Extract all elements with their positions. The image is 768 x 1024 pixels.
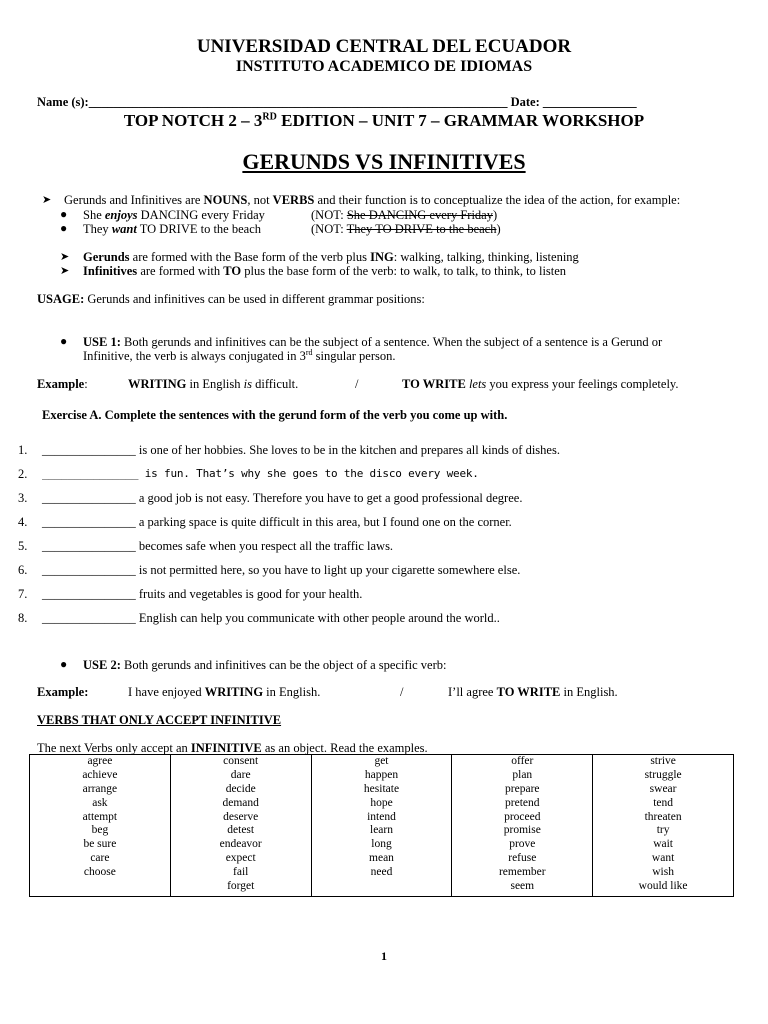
exercise-sentence[interactable]: _______________ is fun. That’s why she goes to the disco every week.	[42, 467, 479, 480]
exercise-item	[0, 587, 768, 603]
verb-cell: seem	[510, 880, 535, 893]
verb-cell: agree	[87, 755, 113, 767]
date-label: Date:	[510, 95, 540, 109]
use2-text: USE 2: Both gerunds and infinitives can be the object of a specific verb:	[83, 658, 447, 672]
usage-line: USAGE: Gerunds and infinitives can be used in different grammar positions:	[37, 292, 425, 306]
verb-cell: detest	[227, 824, 255, 837]
example-dancing: She enjoys DANCING every Friday	[83, 208, 265, 222]
verb-cell: care	[90, 852, 110, 865]
verb-cell: decide	[225, 782, 256, 795]
gerunds-definition: Gerunds are formed with the Base form of the verb plus ING: walking, talking, thinking, listening	[83, 250, 579, 264]
bullet-dot-icon: ●	[60, 657, 68, 671]
bullet-dot-icon: ●	[60, 221, 68, 235]
verb-cell: demand	[222, 796, 259, 809]
workshop-title: TOP NOTCH 2 – 3RD EDITION – UNIT 7 – GRAMMAR WORKSHOP	[123, 111, 645, 130]
verb-cell: promise	[503, 824, 541, 837]
verb-cell: remember	[498, 866, 546, 879]
arrow-bullet-icon: ➤	[60, 251, 70, 263]
arrow-bullet-icon: ➤	[42, 194, 52, 206]
verb-cell: want	[651, 852, 675, 865]
exercise-number: 5.	[18, 539, 28, 553]
use2-example-1: I have enjoyed WRITING in English.	[128, 685, 321, 699]
verb-column-5	[593, 755, 734, 897]
infinitive-intro: The next Verbs only accept an INFINITIVE as an object. Read the examples.	[37, 741, 428, 755]
verb-cell: need	[370, 866, 393, 879]
verb-cell: be sure	[83, 838, 117, 851]
verb-cell: pretend	[505, 796, 540, 809]
verb-cell: consent	[223, 755, 259, 767]
exercise-item	[0, 443, 768, 459]
verb-cell: wait	[653, 838, 673, 851]
exercise-item	[0, 563, 768, 579]
exercise-a-title: Exercise A. Complete the sentences with the gerund form of the verb you come up with.	[42, 408, 508, 422]
verb-cell: attempt	[82, 810, 118, 823]
exercise-item	[0, 491, 768, 507]
exercise-sentence[interactable]: _______________ English can help you communicate with other people around the world..	[42, 611, 500, 625]
verb-cell: endeavor	[219, 838, 262, 851]
verb-cell: achieve	[82, 768, 118, 781]
exercise-item	[0, 467, 768, 483]
verb-cell: prove	[509, 838, 536, 851]
verb-cell: would like	[638, 880, 688, 893]
verb-cell: refuse	[508, 852, 537, 865]
exercise-item	[0, 611, 768, 627]
bullet-dot-icon: ●	[60, 207, 68, 221]
exercise-number: 1.	[18, 443, 28, 457]
exercise-number: 3.	[18, 491, 28, 505]
use1-text: USE 1: Both gerunds and infinitives can be the subject of a sentence. When the subject of a sentence is a Gerund or	[83, 335, 663, 349]
verb-cell: plan	[512, 768, 533, 781]
verb-column-1	[30, 755, 171, 897]
verb-cell: threaten	[644, 810, 682, 823]
arrow-bullet-icon: ➤	[60, 265, 70, 277]
use2-example-2: I’ll agree TO WRITE in English.	[448, 685, 618, 699]
exercise-number: 8.	[18, 611, 28, 625]
verb-cell: beg	[91, 824, 109, 837]
page-title: GERUNDS VS INFINITIVES	[242, 149, 526, 174]
page-number: 1	[381, 949, 387, 963]
use1-text-2: Infinitive, the verb is always conjugated in 3rd singular person.	[83, 348, 396, 364]
verb-cell: strive	[650, 755, 676, 767]
use1-example-2: TO WRITE lets you express your feelings completely.	[402, 377, 679, 391]
institute-name: INSTITUTO ACADEMICO DE IDIOMAS	[235, 58, 533, 75]
verb-cell: prepare	[505, 782, 540, 795]
exercise-number: 4.	[18, 515, 28, 529]
verb-cell: wish	[652, 866, 674, 879]
bullet-dot-icon: ●	[60, 334, 68, 348]
verb-cell: expect	[225, 852, 256, 865]
verb-cell: learn	[370, 824, 393, 837]
verb-column-2	[170, 755, 311, 897]
verb-cell: ask	[92, 796, 108, 809]
exercise-item	[0, 515, 768, 531]
verb-cell: choose	[83, 866, 116, 879]
verb-cell: deserve	[223, 810, 259, 823]
exercise-sentence[interactable]: _______________ is one of her hobbies. She loves to be in the kitchen and prepares all kinds of dishes.	[42, 443, 560, 457]
exercise-sentence[interactable]: _______________ becomes safe when you respect all the traffic laws.	[42, 539, 394, 553]
verb-cell: mean	[369, 852, 394, 865]
exercise-number: 6.	[18, 563, 28, 577]
verb-column-3	[311, 755, 452, 897]
exercise-number: 2.	[18, 467, 28, 481]
verb-cell: happen	[364, 768, 399, 781]
infinitive-verbs-table	[29, 754, 734, 897]
university-name: UNIVERSIDAD CENTRAL DEL ECUADOR	[196, 36, 572, 57]
infinitive-heading: VERBS THAT ONLY ACCEPT INFINITIVE	[37, 713, 282, 727]
exercise-sentence[interactable]: _______________ a good job is not easy. Therefore you have to get a good professional degree.	[42, 491, 523, 505]
exercise-item	[0, 539, 768, 555]
use1-example-label: Example:	[37, 377, 88, 391]
verb-cell: dare	[230, 768, 251, 781]
verb-cell: long	[371, 838, 392, 851]
use1-example-1: WRITING in English is difficult.	[128, 377, 299, 391]
verb-cell: struggle	[644, 768, 682, 781]
exercise-sentence[interactable]: _______________ is not permitted here, so you have to light up your cigarette somewhere else.	[42, 563, 521, 577]
verb-cell: tend	[653, 796, 673, 809]
verb-cell: hesitate	[363, 782, 400, 795]
name-line[interactable]	[37, 95, 637, 109]
use2-slash: /	[400, 685, 404, 699]
exercise-sentence[interactable]: _______________ a parking space is quite difficult in this area, but I found one on the corner.	[42, 515, 512, 529]
example-dancing-not: (NOT: She DANCING every Friday)	[311, 208, 498, 222]
example-drive: They want TO DRIVE to the beach	[83, 222, 261, 236]
verb-cell: offer	[511, 755, 534, 767]
verb-cell: swear	[649, 782, 677, 795]
use1-slash: /	[355, 377, 359, 391]
verb-cell: intend	[367, 810, 396, 823]
verb-cell: forget	[227, 880, 255, 893]
verb-cell: arrange	[82, 782, 118, 795]
verb-cell: hope	[370, 796, 393, 809]
intro-line: Gerunds and Infinitives are NOUNS, not VERBS and their function is to conceptualize the idea of the action, for example:	[64, 193, 681, 207]
verb-cell: fail	[233, 866, 249, 879]
date-blank[interactable]: _______________	[542, 95, 637, 109]
verb-cell: try	[656, 824, 670, 837]
verb-cell: proceed	[504, 810, 541, 823]
name-blank[interactable]: ___________________________________________________________________	[88, 95, 508, 109]
example-drive-not: (NOT: They TO DRIVE to the beach)	[311, 222, 501, 236]
exercise-number: 7.	[18, 587, 28, 601]
table-row	[30, 755, 734, 897]
name-label: Name (s):	[37, 95, 89, 109]
verb-cell: get	[374, 755, 389, 767]
use2-example-label: Example:	[37, 685, 89, 699]
exercise-sentence[interactable]: _______________ fruits and vegetables is good for your health.	[42, 587, 363, 601]
verb-column-4	[452, 755, 593, 897]
infinitives-definition: Infinitives are formed with TO plus the base form of the verb: to walk, to talk, to think, to listen	[83, 264, 567, 278]
